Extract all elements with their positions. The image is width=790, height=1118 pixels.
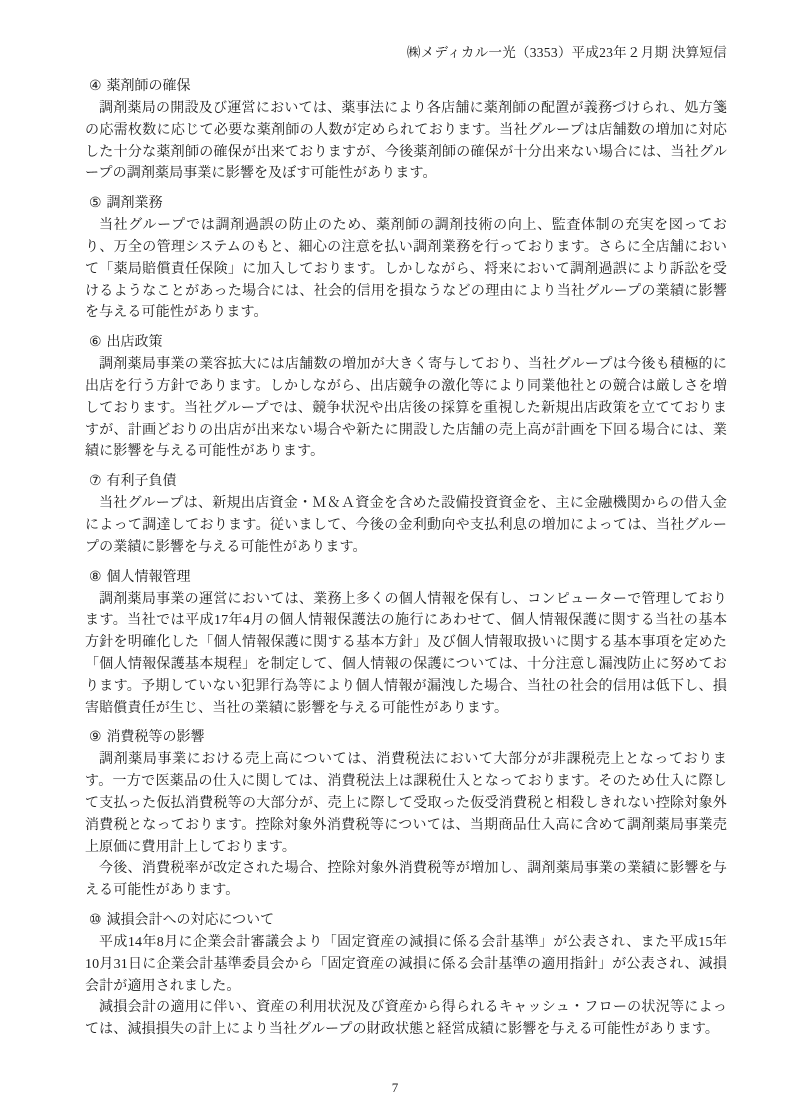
section-number: ⑦ [89, 474, 102, 490]
section-paragraph: 調剤薬局事業の運営においては、業務上多くの個人情報を保有し、コンピューターで管理しております。当社では平成17年4月の個人情報保護法の施行にあわせて、個人情報保護に関する当社の基本方針を明確化した「個人情報保護に関する基本方針」及び個人情報取扱いに関する基本事項を定めた「個人情報保護基本規程」を制定して、個人情報の保護については、十分注意し漏洩防止に努めております。予期していない犯罪行為等により個人情報が漏洩した場合、当社の社会的信用は低下し、損害賠償責任が生じ、当社の業績に影響を与える可能性があります。 [85, 591, 727, 716]
section-heading [89, 76, 727, 98]
section-paragraph: 当社グループでは調剤過誤の防止のため、薬剤師の調剤技術の向上、監査体制の充実を図っており、万全の管理システムのもと、細心の注意を払い調剤業務を行っております。さらに全店舗において「薬局賠償責任保険」に加入しております。しかしながら、将来において調剤過誤により訴訟を受けるようなことがあった場合には、社会的信用を損なうなどの理由により当社グループの業績に影響を与える可能性があります。 [85, 218, 727, 321]
section-impairment-accounting [85, 910, 727, 1041]
section-title: 調剤業務 [106, 196, 163, 212]
section-paragraph: 今後、消費税率が改定された場合、控除対象外消費税等が増加し、調剤薬局事業の業績に影響を与える可能性があります。 [85, 861, 727, 899]
section-heading [89, 332, 727, 354]
section-title: 消費税等の影響 [106, 730, 205, 746]
section-dispensing-operations [85, 193, 727, 324]
section-heading [89, 471, 727, 493]
section-title: 出店政策 [106, 335, 163, 351]
section-paragraph: 調剤薬局事業における売上高については、消費税法において大部分が非課税売上となっております。一方で医薬品の仕入に関しては、消費税法上は課税仕入となっております。そのため仕入に際して支払った仮払消費税等の大部分が、売上に際して受取った仮受消費税と相殺しきれない控除対象外消費税となっております。控除対象外消費税等については、当期商品仕入高に含めて調剤薬局事業売上原価に費用計上しております。 [85, 752, 727, 855]
section-number: ⑩ [89, 912, 102, 928]
section-consumption-tax-impact [85, 727, 727, 902]
section-pharmacist-retention [85, 76, 727, 185]
section-number: ⑤ [89, 196, 102, 212]
section-heading [89, 727, 727, 749]
section-store-opening-policy [85, 332, 727, 463]
section-paragraph: 平成14年8月に企業会計審議会より「固定資産の減損に係る会計基準」が公表され、また平成15年10月31日に企業会計基準委員会から「固定資産の減損に係る会計基準の適用指針」が公表され、減損会計が適用されました。 [85, 934, 727, 994]
section-title: 減損会計への対応について [106, 912, 275, 928]
page-number: 7 [391, 1080, 399, 1095]
section-title: 有利子負債 [106, 474, 177, 490]
section-paragraph: 当社グループは、新規出店資金・Ｍ＆Ａ資金を含めた設備投資資金を、主に金融機関からの借入金によって調達しております。従いまして、今後の金利動向や支払利息の増加によっては、当社グループの業績に影響を与える可能性があります。 [85, 496, 727, 555]
section-number: ⑨ [89, 730, 102, 746]
section-title: 薬剤師の確保 [106, 79, 191, 94]
section-heading [89, 193, 727, 215]
section-number: ⑧ [89, 569, 102, 585]
section-personal-information-management [85, 567, 727, 720]
section-number: ⑥ [89, 335, 102, 351]
section-title: 個人情報管理 [106, 569, 191, 585]
section-number: ④ [89, 79, 102, 94]
section-paragraph: 減損会計の適用に伴い、資産の利用状況及び資産から得られるキャッシュ・フローの状況等によっては、減損損失の計上により当社グループの財政状態と経営成績に影響を与える可能性があります。 [85, 1000, 727, 1038]
section-interest-bearing-debt [85, 471, 727, 558]
section-paragraph: 調剤薬局の開設及び運営においては、薬事法により各店舗に薬剤師の配置が義務づけられ、処方箋の応需枚数に応じて必要な薬剤師の人数が定められております。当社グループは店舗数の増加に対応した十分な薬剤師の確保が出来ておりますが、今後薬剤師の確保が十分出来ない場合には、当社グループの調剤薬局事業に影響を及ぼす可能性があります。 [85, 101, 727, 182]
document-header-title: ㈱メディカル一光（3353）平成23年２月期 決算短信 [406, 45, 727, 60]
document-content [85, 44, 727, 1041]
section-heading [89, 910, 727, 932]
section-paragraph: 調剤薬局事業の業容拡大には店舗数の増加が大きく寄与しており、当社グループは今後も積極的に出店を行う方針であります。しかしながら、出店競争の激化等により同業他社との競合は厳しさを増しております。当社グループでは、競争状況や出店後の採算を重視した新規出店政策を立てておりますが、計画どおりの出店が出来ない場合や新たに開設した店舗の売上高が計画を下回る場合には、業績に影響を与える可能性があります。 [85, 357, 727, 460]
section-heading [89, 567, 727, 589]
